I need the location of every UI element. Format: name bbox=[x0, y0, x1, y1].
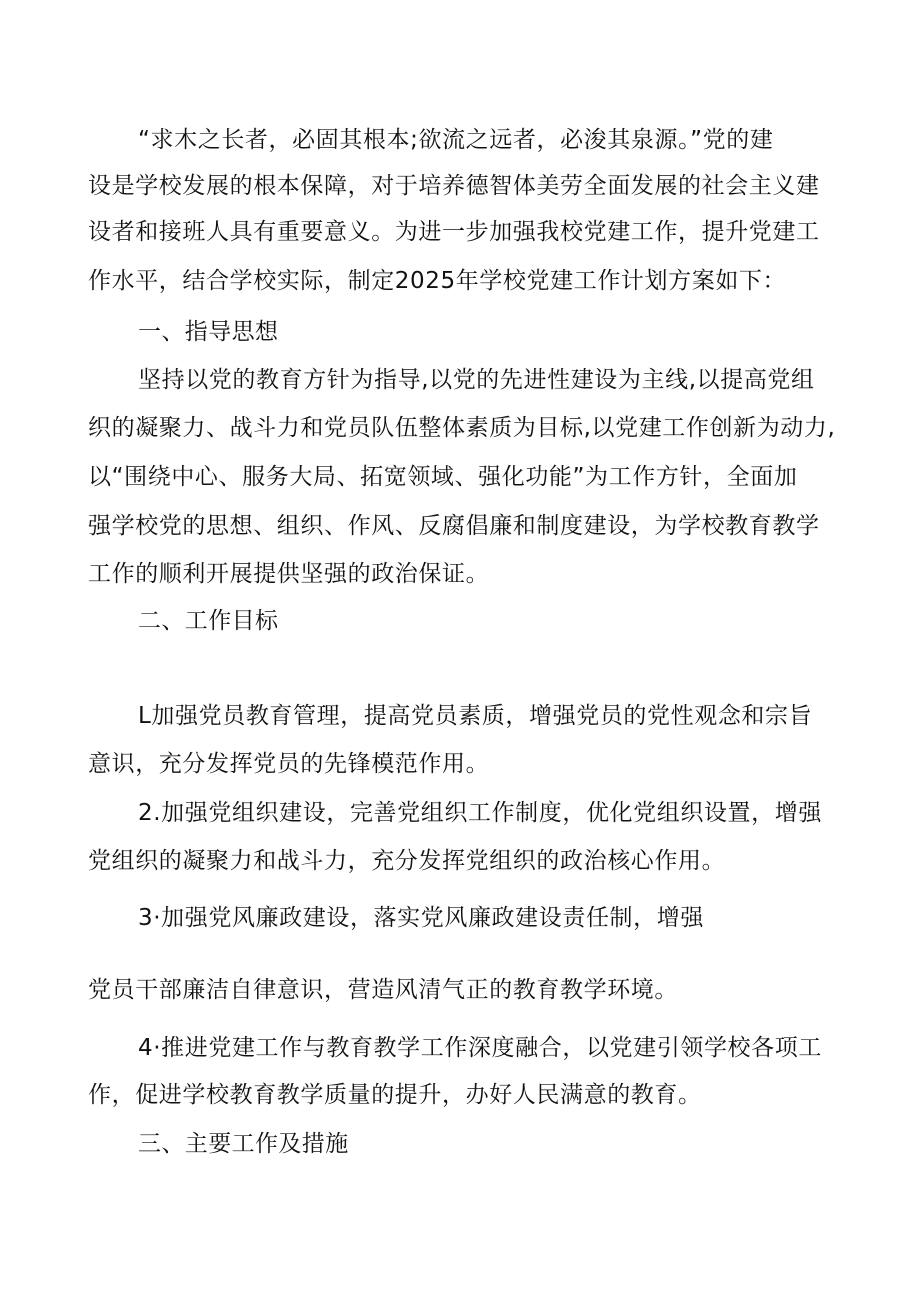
section-heading-work-goals: 二、工作目标 bbox=[138, 608, 279, 634]
goal3-line-2: 党员干部廉洁自律意识，营造风清气正的教育教学环境。 bbox=[88, 977, 678, 1003]
goal2-line-2: 党组织的凝聚力和战斗力，充分发挥党组织的政治核心作用。 bbox=[88, 848, 726, 874]
goal1-line-2: 意识，充分发挥党员的先锋模范作用。 bbox=[88, 751, 490, 777]
intro-line-3: 设者和接班人具有重要意义。为进一步加强我校党建工作，提升党建工 bbox=[88, 219, 820, 245]
goal4-line-2: 作，促进学校教育教学质量的提升，办好人民满意的教育。 bbox=[88, 1082, 702, 1108]
goal4-line-1: 4·推进党建工作与教育教学工作深度融合，以党建引领学校各项工 bbox=[138, 1035, 822, 1061]
section1-line-5: 工作的顺利开展提供坚强的政治保证。 bbox=[88, 561, 490, 587]
section1-line-2: 织的凝聚力、战斗力和党员队伍整体素质为目标,以党建工作创新为动力, bbox=[88, 415, 836, 441]
goal1-line-1: L加强党员教育管理，提高党员素质，增强党员的党性观念和宗旨 bbox=[138, 703, 813, 729]
section1-line-3: 以“围绕中心、服务大局、拓宽领域、强化功能”为工作方针，全面加 bbox=[88, 464, 798, 490]
goal2-line-1: 2.加强党组织建设，完善党组织工作制度，优化党组织设置，增强 bbox=[138, 800, 822, 826]
section-heading-guiding-ideology: 一、指导思想 bbox=[138, 319, 279, 345]
intro-line-2: 设是学校发展的根本保障，对于培养德智体美劳全面发展的社会主义建 bbox=[88, 173, 820, 199]
section1-line-4: 强学校党的思想、组织、作风、反腐倡廉和制度建设，为学校教育教学 bbox=[88, 513, 820, 539]
section-heading-main-work-measures: 三、主要工作及措施 bbox=[138, 1131, 349, 1157]
intro-line-4: 作水平，结合学校实际，制定2025年学校党建工作计划方案如下： bbox=[88, 268, 787, 294]
intro-line-1: “求木之长者，必固其根本;欲流之远者，必浚其泉源。”党的建 bbox=[138, 127, 774, 153]
section1-line-1: 坚持以党的教育方针为指导,以党的先进性建设为主线,以提高党组 bbox=[138, 367, 815, 393]
goal3-line-1: 3·加强党风廉政建设，落实党风廉政建设责任制，增强 bbox=[138, 905, 704, 931]
